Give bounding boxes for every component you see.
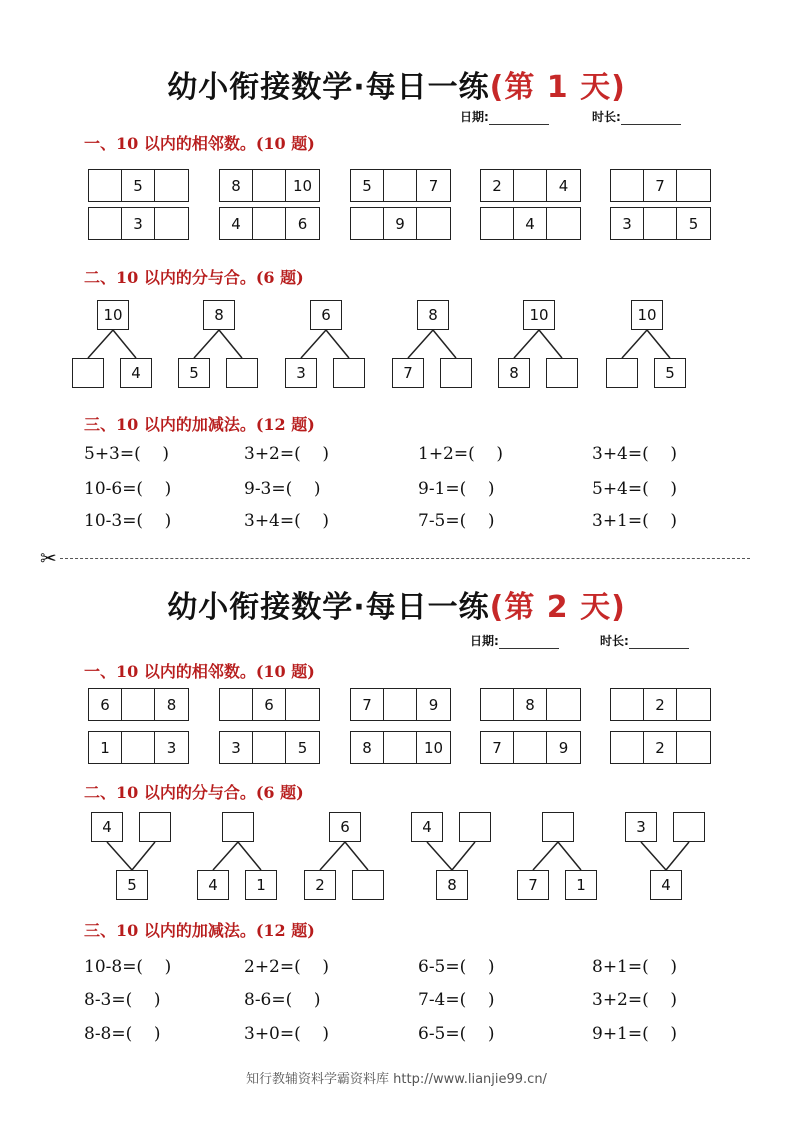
number-cell: 9 xyxy=(558,738,569,757)
answer-blank-box[interactable] xyxy=(352,870,384,900)
number-cell: 5 xyxy=(122,170,155,201)
neighbor-number-box xyxy=(610,207,711,240)
answer-blank-cell[interactable] xyxy=(253,170,286,201)
number-cell: 6 xyxy=(253,689,286,720)
connector-line xyxy=(107,842,132,870)
answer-blank-cell[interactable] xyxy=(481,689,514,720)
equation-item[interactable]: 8-3=( ) xyxy=(84,990,161,1010)
connector-line xyxy=(408,330,433,358)
neighbor-number-box xyxy=(480,731,581,764)
connector-line xyxy=(427,842,452,870)
answer-blank-cell[interactable] xyxy=(677,170,710,201)
neighbor-number-box xyxy=(88,688,189,721)
equation-item[interactable]: 7-5=( ) xyxy=(418,511,495,531)
answer-blank-cell[interactable] xyxy=(286,689,319,720)
equation-item[interactable]: 3+4=( ) xyxy=(244,511,329,531)
answer-blank-cell[interactable] xyxy=(155,170,188,201)
day2-section3-title: 三、10 以内的加减法。(12 题) xyxy=(84,921,315,940)
connector-line xyxy=(533,842,558,870)
neighbor-number-box xyxy=(219,207,320,240)
equation-item[interactable]: 3+4=( ) xyxy=(592,444,677,464)
number-cell: 8 xyxy=(220,170,253,201)
number-cell: 3 xyxy=(166,738,177,757)
neighbor-number-box xyxy=(350,207,451,240)
equation-item[interactable]: 9-3=( ) xyxy=(244,479,321,499)
equation-item[interactable]: 5+4=( ) xyxy=(592,479,677,499)
date-label: 日期: xyxy=(470,634,499,648)
connector-line xyxy=(433,330,456,358)
connector-line xyxy=(88,330,113,358)
connector-line xyxy=(641,842,666,870)
connector-line xyxy=(558,842,581,870)
day2-title-main: 幼小衔接数学·每日一练 xyxy=(167,590,490,625)
answer-blank-cell[interactable] xyxy=(547,689,580,720)
connector-line xyxy=(213,842,238,870)
number-box: 3 xyxy=(625,812,657,842)
equation-item[interactable]: 10-8=( ) xyxy=(84,957,172,977)
answer-blank-cell[interactable] xyxy=(89,170,122,201)
answer-blank-cell[interactable] xyxy=(547,208,580,239)
neighbor-number-box xyxy=(88,169,189,202)
answer-blank-box[interactable] xyxy=(546,358,578,388)
neighbor-number-box xyxy=(88,731,189,764)
answer-blank-cell[interactable] xyxy=(514,170,547,201)
number-cell: 5 xyxy=(297,738,308,757)
number-box: 4 xyxy=(91,812,123,842)
duration-blank xyxy=(621,114,681,125)
duration-blank xyxy=(629,638,689,649)
number-box: 5 xyxy=(654,358,686,388)
number-cell: 10 xyxy=(423,738,444,757)
footer-text: 知行教辅资料学霸资料库 http://www.lianjie99.cn/ xyxy=(246,1072,547,1087)
connector-line xyxy=(219,330,242,358)
day1-section1-title: 一、10 以内的相邻数。(10 题) xyxy=(84,134,315,153)
answer-blank-cell[interactable] xyxy=(611,689,644,720)
neighbor-number-box xyxy=(480,688,581,721)
number-cell: 2 xyxy=(481,170,514,201)
neighbor-number-box xyxy=(480,169,581,202)
number-cell: 5 xyxy=(688,214,699,233)
duration-label: 时长: xyxy=(592,110,621,124)
answer-blank-cell[interactable] xyxy=(122,689,155,720)
neighbor-number-box xyxy=(610,169,711,202)
date-label: 日期: xyxy=(460,110,489,124)
duration-label: 时长: xyxy=(600,634,629,648)
connector-line xyxy=(539,330,562,358)
answer-blank-box[interactable] xyxy=(222,812,254,842)
connector-line xyxy=(326,330,349,358)
number-cell: 7 xyxy=(644,170,677,201)
answer-blank-cell[interactable] xyxy=(514,732,547,763)
day1-title xyxy=(0,62,793,106)
answer-blank-cell[interactable] xyxy=(384,732,417,763)
neighbor-number-box xyxy=(219,688,320,721)
connector-line xyxy=(320,842,345,870)
number-box: 6 xyxy=(329,812,361,842)
answer-blank-cell[interactable] xyxy=(644,208,677,239)
day2-title xyxy=(0,582,793,626)
answer-blank-cell[interactable] xyxy=(677,732,710,763)
answer-blank-box[interactable] xyxy=(139,812,171,842)
number-box: 8 xyxy=(417,300,449,330)
day1-section3-title: 三、10 以内的加减法。(12 题) xyxy=(84,415,315,434)
connector-line xyxy=(238,842,261,870)
answer-blank-box[interactable] xyxy=(226,358,258,388)
equation-item[interactable]: 8+1=( ) xyxy=(592,957,677,977)
number-cell: 8 xyxy=(166,695,177,714)
answer-blank-cell[interactable] xyxy=(220,689,253,720)
number-box: 10 xyxy=(631,300,663,330)
neighbor-number-box xyxy=(350,688,451,721)
answer-blank-cell[interactable] xyxy=(253,732,286,763)
number-box: 8 xyxy=(436,870,468,900)
answer-blank-cell[interactable] xyxy=(155,208,188,239)
equation-item[interactable]: 3+2=( ) xyxy=(244,444,329,464)
number-cell: 4 xyxy=(514,208,547,239)
equation-item[interactable]: 9+1=( ) xyxy=(592,1024,677,1044)
answer-blank-box[interactable] xyxy=(72,358,104,388)
day2-title-day: (第 2 天) xyxy=(489,590,626,625)
connector-line xyxy=(113,330,136,358)
neighbor-number-box xyxy=(219,169,320,202)
answer-blank-box[interactable] xyxy=(333,358,365,388)
number-cell: 3 xyxy=(122,208,155,239)
equation-item[interactable]: 7-4=( ) xyxy=(418,990,495,1010)
answer-blank-box[interactable] xyxy=(673,812,705,842)
answer-blank-cell[interactable] xyxy=(481,208,514,239)
answer-blank-cell[interactable] xyxy=(611,170,644,201)
day1-title-main: 幼小衔接数学·每日一练 xyxy=(167,70,490,105)
number-box: 3 xyxy=(285,358,317,388)
day1-title-day: (第 1 天) xyxy=(489,70,626,105)
answer-blank-cell[interactable] xyxy=(122,732,155,763)
number-box: 4 xyxy=(411,812,443,842)
equation-item[interactable]: 3+1=( ) xyxy=(592,511,677,531)
day2-duration-field xyxy=(600,632,689,649)
day2-section1-title: 一、10 以内的相邻数。(10 题) xyxy=(84,662,315,681)
number-box: 6 xyxy=(310,300,342,330)
number-cell: 6 xyxy=(297,214,308,233)
date-blank xyxy=(499,638,559,649)
connector-line xyxy=(514,330,539,358)
connector-line xyxy=(132,842,155,870)
number-cell: 3 xyxy=(220,732,253,763)
day2-section2-title: 二、10 以内的分与合。(6 题) xyxy=(84,783,304,802)
number-box: 1 xyxy=(245,870,277,900)
number-cell: 10 xyxy=(292,176,313,195)
equation-item[interactable]: 6-5=( ) xyxy=(418,957,495,977)
number-cell: 5 xyxy=(351,170,384,201)
equation-item[interactable]: 10-6=( ) xyxy=(84,479,172,499)
number-cell: 7 xyxy=(481,732,514,763)
cut-line-divider xyxy=(60,558,750,559)
number-cell: 4 xyxy=(220,208,253,239)
equation-item[interactable]: 6-5=( ) xyxy=(418,1024,495,1044)
answer-blank-cell[interactable] xyxy=(89,208,122,239)
number-cell: 9 xyxy=(428,695,439,714)
number-box: 5 xyxy=(116,870,148,900)
answer-blank-box[interactable] xyxy=(606,358,638,388)
connector-line xyxy=(452,842,475,870)
date-blank xyxy=(489,114,549,125)
connector-line xyxy=(666,842,689,870)
neighbor-number-box xyxy=(219,731,320,764)
connector-line xyxy=(622,330,647,358)
number-box: 8 xyxy=(203,300,235,330)
number-box: 5 xyxy=(178,358,210,388)
answer-blank-box[interactable] xyxy=(440,358,472,388)
number-box: 4 xyxy=(120,358,152,388)
number-box: 7 xyxy=(517,870,549,900)
equation-item[interactable]: 10-3=( ) xyxy=(84,511,172,531)
equation-item[interactable]: 9-1=( ) xyxy=(418,479,495,499)
number-box: 2 xyxy=(304,870,336,900)
number-box: 10 xyxy=(523,300,555,330)
equation-item[interactable]: 5+3=( ) xyxy=(84,444,169,464)
number-cell: 8 xyxy=(514,689,547,720)
number-cell: 7 xyxy=(428,176,439,195)
day1-section2-title: 二、10 以内的分与合。(6 题) xyxy=(84,268,304,287)
answer-blank-box[interactable] xyxy=(459,812,491,842)
connector-line xyxy=(301,330,326,358)
number-cell: 8 xyxy=(351,732,384,763)
number-box: 10 xyxy=(97,300,129,330)
number-cell: 2 xyxy=(644,689,677,720)
answer-blank-cell[interactable] xyxy=(677,689,710,720)
answer-blank-cell[interactable] xyxy=(611,732,644,763)
answer-blank-cell[interactable] xyxy=(351,208,384,239)
number-cell: 9 xyxy=(384,208,417,239)
day1-duration-field xyxy=(592,108,681,125)
answer-blank-cell[interactable] xyxy=(384,170,417,201)
neighbor-number-box xyxy=(350,169,451,202)
neighbor-number-box xyxy=(350,731,451,764)
equation-item[interactable]: 8-6=( ) xyxy=(244,990,321,1010)
number-box: 8 xyxy=(498,358,530,388)
day1-date-field xyxy=(460,108,549,125)
connector-line xyxy=(647,330,670,358)
answer-blank-cell[interactable] xyxy=(253,208,286,239)
equation-item[interactable]: 3+2=( ) xyxy=(592,990,677,1010)
number-cell: 7 xyxy=(351,689,384,720)
neighbor-number-box xyxy=(88,207,189,240)
neighbor-number-box xyxy=(610,731,711,764)
number-cell: 1 xyxy=(89,732,122,763)
number-box: 4 xyxy=(197,870,229,900)
equation-item[interactable]: 2+2=( ) xyxy=(244,957,329,977)
number-box: 7 xyxy=(392,358,424,388)
neighbor-number-box xyxy=(610,688,711,721)
number-cell: 4 xyxy=(558,176,569,195)
answer-blank-cell[interactable] xyxy=(417,208,450,239)
equation-item[interactable]: 8-8=( ) xyxy=(84,1024,161,1044)
day2-date-field xyxy=(470,632,559,649)
equation-item[interactable]: 1+2=( ) xyxy=(418,444,503,464)
number-box: 1 xyxy=(565,870,597,900)
connector-line xyxy=(345,842,368,870)
answer-blank-box[interactable] xyxy=(542,812,574,842)
number-cell: 2 xyxy=(644,732,677,763)
connector-line xyxy=(194,330,219,358)
scissors-icon: ✂ xyxy=(40,546,57,570)
number-cell: 3 xyxy=(611,208,644,239)
equation-item[interactable]: 3+0=( ) xyxy=(244,1024,329,1044)
number-box: 4 xyxy=(650,870,682,900)
neighbor-number-box xyxy=(480,207,581,240)
number-cell: 6 xyxy=(89,689,122,720)
answer-blank-cell[interactable] xyxy=(384,689,417,720)
